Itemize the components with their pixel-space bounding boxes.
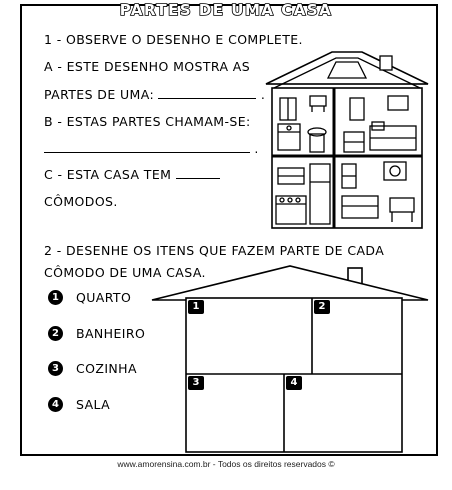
question-c-line2: CÔMODOS.	[44, 194, 118, 209]
room-number-badge: 3	[48, 361, 63, 376]
room-label-cozinha: COZINHA	[76, 361, 137, 376]
room-number-badge: 4	[48, 397, 63, 412]
room-number-badge: 1	[48, 290, 63, 305]
section1-heading: 1 - OBSERVE O DESENHO E COMPLETE.	[44, 32, 303, 47]
footer-copyright: www.amorensina.com.br - Todos os direitos reservados ©	[117, 459, 335, 469]
room-label-quarto: QUARTO	[76, 290, 132, 305]
question-a-line2: PARTES DE UMA: .	[44, 87, 266, 102]
room-label-banheiro: BANHEIRO	[76, 326, 146, 341]
answer-blank-c[interactable]	[176, 167, 220, 179]
section2-heading-line1: 2 - DESENHE OS ITENS QUE FAZEM PARTE DE CADA	[44, 243, 385, 258]
answer-blank-b[interactable]	[44, 141, 250, 153]
answer-blank-a[interactable]	[158, 87, 256, 99]
question-a-line1: A - ESTE DESENHO MOSTRA AS	[44, 59, 251, 74]
room-label-sala: SALA	[76, 397, 111, 412]
section2-heading-line2: CÔMODO DE UMA CASA.	[44, 265, 206, 280]
box-number-1: 1	[188, 300, 204, 314]
box-number-4: 4	[286, 376, 302, 390]
page-title: PARTES DE UMA CASA	[119, 1, 333, 19]
house-drawing-area	[150, 262, 430, 456]
box-number-3: 3	[188, 376, 204, 390]
question-b-line2: .	[44, 141, 259, 156]
question-b-line1: B - ESTAS PARTES CHAMAM-SE:	[44, 114, 251, 129]
question-c-line1: C - ESTA CASA TEM	[44, 167, 220, 182]
box-number-2: 2	[314, 300, 330, 314]
house-illustration	[262, 46, 432, 232]
room-number-badge: 2	[48, 326, 63, 341]
